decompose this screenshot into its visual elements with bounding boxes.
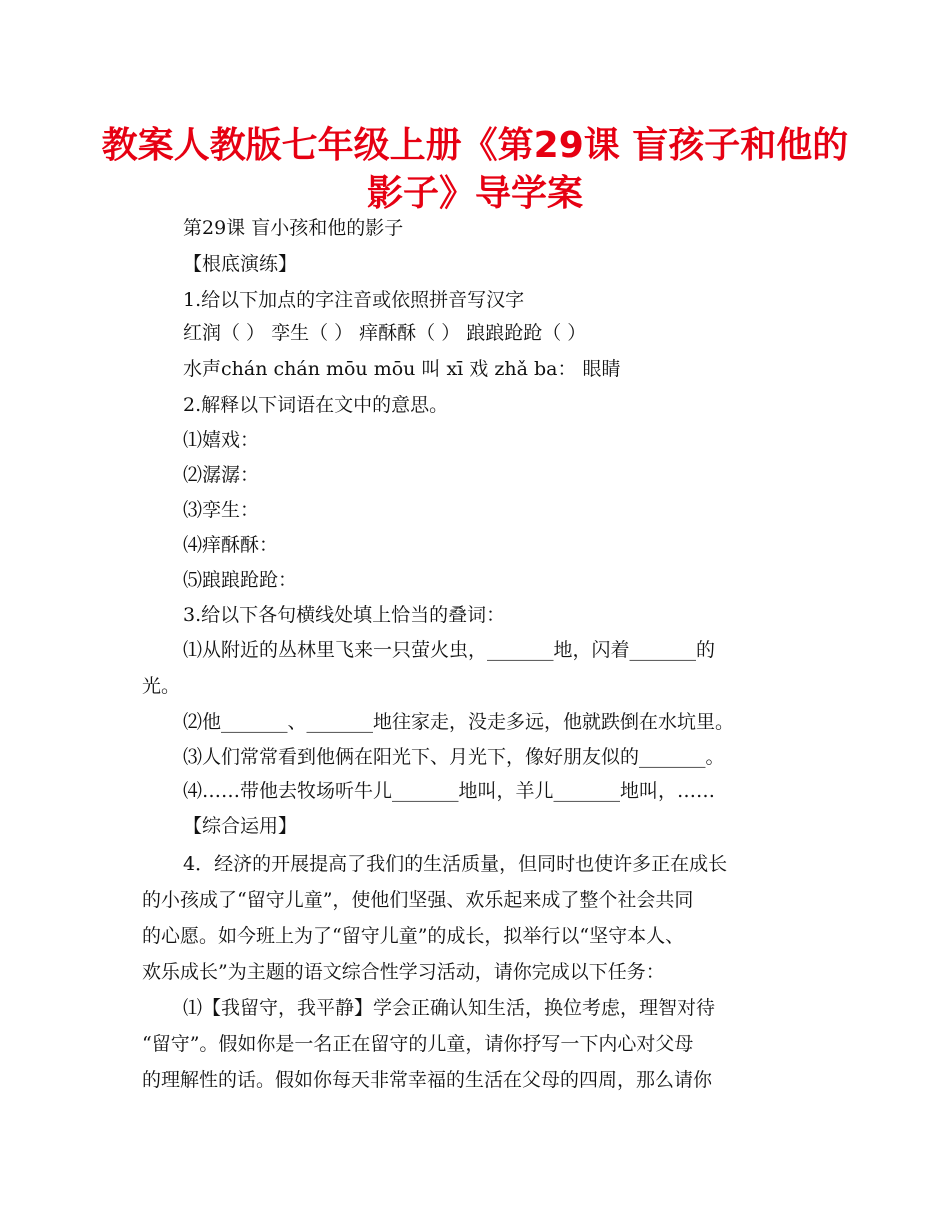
section-heading-basics: 【根底演练】 xyxy=(183,253,298,275)
question-4-line-4: 欢乐成长”为主题的语文综合性学习活动，请你完成以下任务： xyxy=(142,961,665,983)
document-title: 教案人教版七年级上册《第29课 盲孩子和他的影子》导学案 xyxy=(101,125,849,214)
question-3-item-1-continued: 光。 xyxy=(142,675,181,697)
question-4-line-2: 的小孩成了“留守儿童”，使他们坚强、欢乐起来成了整个社会共同 xyxy=(142,889,694,911)
question-4-task-1-line-3: 的理解性的话。假如你每天非常幸福的生活在父母的四周，那么请你 xyxy=(142,1069,713,1091)
question-2-item-5: ⑸踉踉跄跄： xyxy=(183,569,298,591)
question-4-line-1: 4．经济的开展提高了我们的生活质量，但同时也使许多正在成长 xyxy=(183,853,728,875)
question-3-item-3: ⑶人们常常看到他俩在阳光下、月光下，像好朋友似的_______。 xyxy=(183,746,725,768)
question-2-item-3: ⑶孪生： xyxy=(183,499,260,521)
question-3-item-1: ⑴从附近的丛林里飞来一只萤火虫，_______地，闪着_______的 xyxy=(183,639,716,661)
question-2-item-2: ⑵潺潺： xyxy=(183,464,260,486)
question-1-pinyin: 水声chán chán mōu mōu 叫 xī 戏 zhǎ ba： 眼睛 xyxy=(183,358,621,380)
question-2: 2.解释以下词语在文中的意思。 xyxy=(183,394,449,416)
question-1-words: 红润（ ） 孪生（ ） 痒酥酥（ ） 踉踉跄跄（ ） xyxy=(183,322,587,344)
question-3-item-2: ⑵他_______、_______地往家走，没走多远，他就跌倒在水坑里。 xyxy=(183,711,735,733)
question-2-item-4: ⑷痒酥酥： xyxy=(183,534,279,556)
question-4-line-3: 的心愿。如今班上为了“留守儿童”的成长，拟举行以“坚守本人、 xyxy=(142,925,685,947)
question-1: 1.给以下加点的字注音或依照拼音写汉字 xyxy=(183,289,525,311)
section-heading-application: 【综合运用】 xyxy=(183,815,298,837)
question-3-item-4: ⑷……带他去牧场听牛儿_______地叫，羊儿_______地叫，…… xyxy=(183,780,716,802)
question-4-task-1-line-2: “留守”。假如你是一名正在留守的儿童，请你抒写一下内心对父母 xyxy=(142,1033,694,1055)
question-2-item-1: ⑴嬉戏： xyxy=(183,429,260,451)
lesson-heading: 第29课 盲小孩和他的影子 xyxy=(183,217,404,239)
question-3: 3.给以下各句横线处填上恰当的叠词： xyxy=(183,604,506,626)
question-4-task-1-line-1: ⑴【我留守，我平静】学会正确认知生活，换位考虑，理智对待 xyxy=(183,997,716,1019)
